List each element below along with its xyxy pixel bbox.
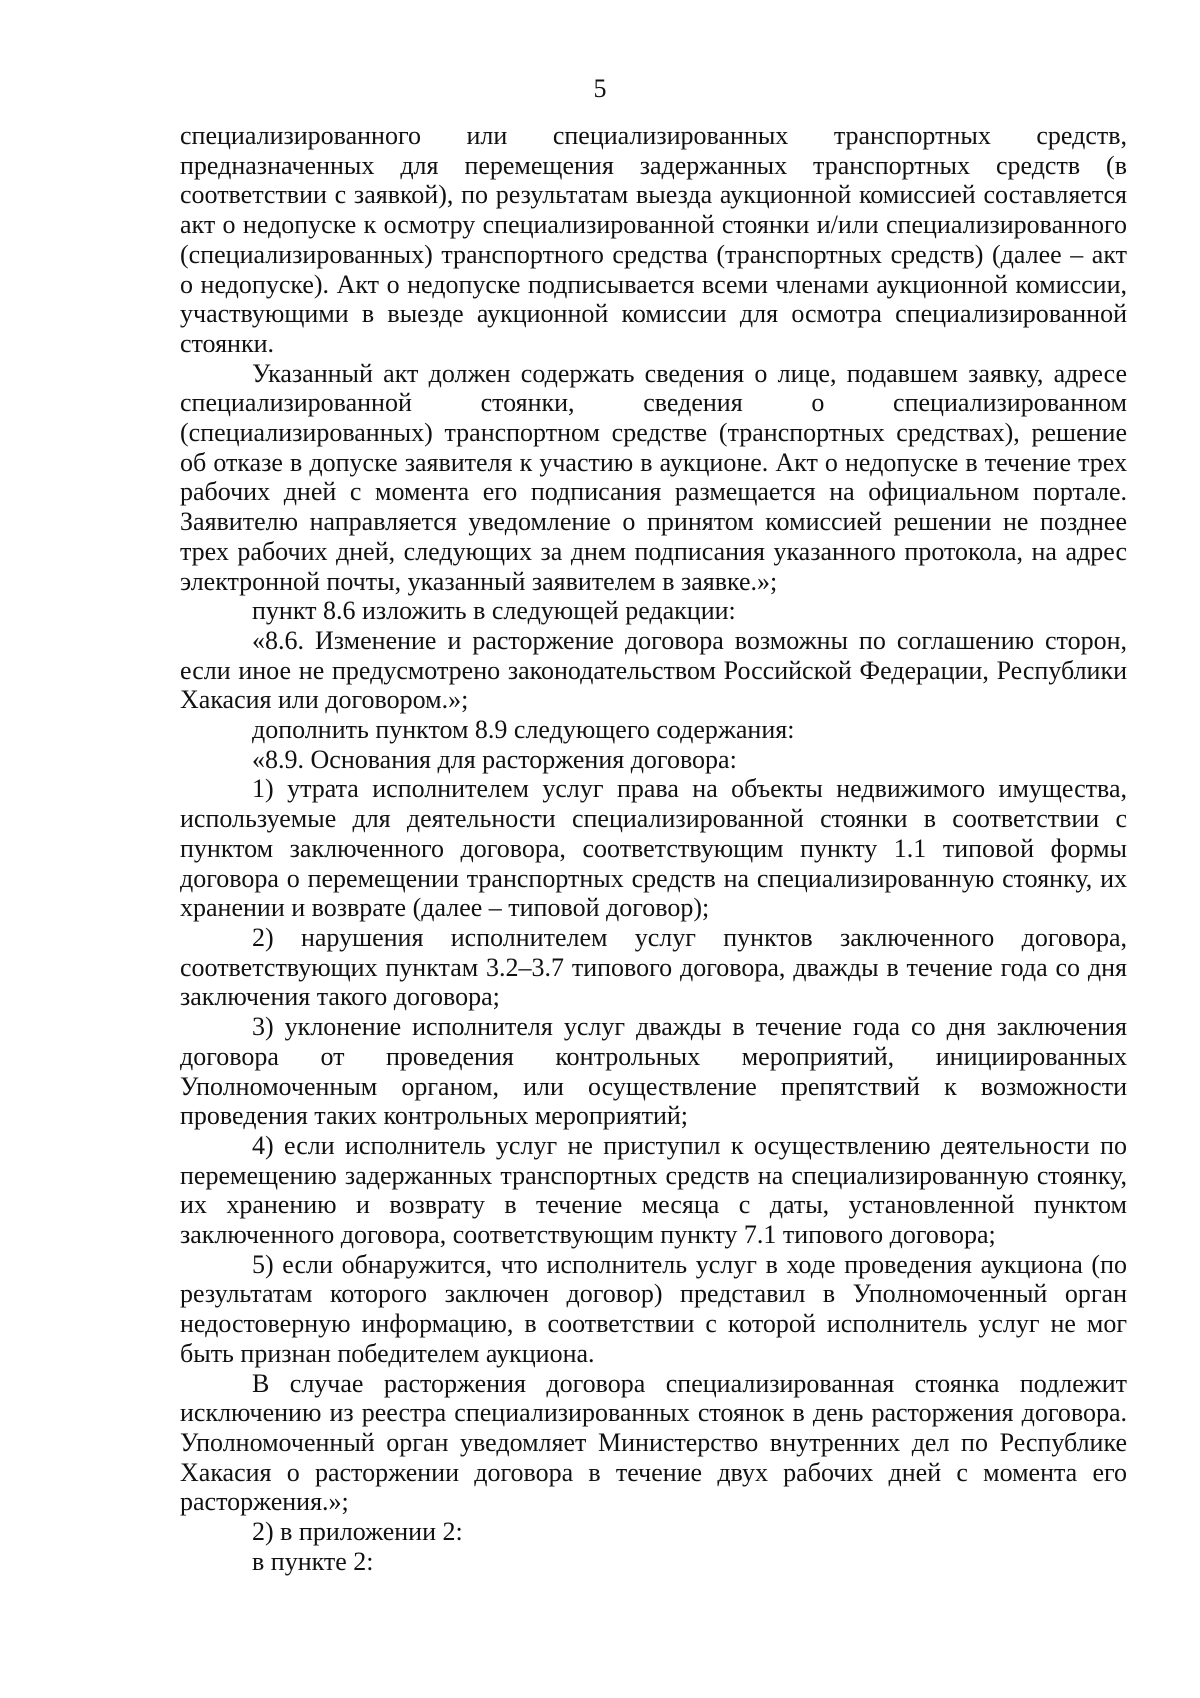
list-item-ground-4: 4) если исполнитель услуг не приступил к осуществлению деятельности по перемещению задержанных транспортных средств на специализированную стоянку, их хранению и возврату в течение месяца с даты, установленной пунктом заключенного договора, соответствующим пункту 7.1 типового договора;	[180, 1130, 1127, 1250]
paragraph-clause-8-9-intro: дополнить пунктом 8.9 следующего содержания:	[252, 715, 795, 745]
page-number: 5	[593, 74, 607, 103]
list-item-ground-1: 1) утрата исполнителем услуг права на объекты недвижимого имущества, используемые для деятельности специализированной стоянки в соответствии с пунктом заключенного договора, соответствующим пункту 1.1 типовой формы договора о перемещении транспортных средств на специализированную стоянку, их хранении и возврате (далее – типовой договор);	[180, 774, 1127, 923]
list-item-ground-2: 2) нарушения исполнителем услуг пунктов заключенного договора, соответствующих пунктам 3.2–3.7 типового договора, дважды в течение года со дня заключения такого договора;	[180, 922, 1127, 1012]
list-item-ground-3: 3) уклонение исполнителя услуг дважды в течение года со дня заключения договора от проведения контрольных мероприятий, инициированных Уполномоченным органом, или осуществление препятствий к возможности проведения таких контрольных мероприятий;	[180, 1012, 1127, 1131]
list-item-ground-5: 5) если обнаружится, что исполнитель услуг в ходе проведения аукциона (по результатам которого заключен договор) представил в Уполномоченный орган недостоверную информацию, в соответствии с которой исполнитель услуг не мог быть признан победителем аукциона.	[180, 1249, 1127, 1368]
paragraph-act-contents: Указанный акт должен содержать сведения о лице, подавшем заявку, адресе специализированной стоянки, сведения о специализированном (специализированных) транспортном средстве (транспортных средствах), решение об отказе в допуске заявителя к участию в аукционе. Акт о недопуске в течение трех рабочих дней с момента его подписания размещается на официальном портале. Заявителю направляется уведомление о принятом комиссией решении не позднее трех рабочих дней, следующих за днем подписания указанного протокола, на адрес электронной почты, указанный заявителем в заявке.»;	[180, 358, 1127, 596]
document-body	[180, 121, 1127, 1576]
paragraph-continuation: специализированного или специализированных транспортных средств, предназначенных для перемещения задержанных транспортных средств (в соответствии с заявкой), по результатам выезда аукционной комиссией составляется акт о недопуске к осмотру специализированной стоянки и/или специализированного (специализированных) транспортного средства (транспортных средств) (далее – акт о недопуске). Акт о недопуске подписывается всеми членами аукционной комиссии, участвующими в выезде аукционной комиссии для осмотра специализированной стоянки.	[180, 121, 1127, 358]
paragraph-point-2: в пункте 2:	[252, 1546, 374, 1576]
paragraph-clause-8-6-intro: пункт 8.6 изложить в следующей редакции:	[252, 596, 736, 626]
paragraph-appendix-2: 2) в приложении 2:	[252, 1517, 463, 1547]
paragraph-clause-8-9-heading: «8.9. Основания для расторжения договора:	[252, 744, 737, 774]
paragraph-clause-8-6: «8.6. Изменение и расторжение договора возможны по соглашению сторон, если иное не предусмотрено законодательством Российской Федерации, Республики Хакасия или договором.»;	[180, 625, 1127, 715]
paragraph-termination-consequences: В случае расторжения договора специализированная стоянка подлежит исключению из реестра специализированных стоянок в день расторжения договора. Уполномоченный орган уведомляет Министерство внутренних дел по Республике Хакасия о расторжении договора в течение двух рабочих дней с момента его расторжения.»;	[180, 1368, 1127, 1517]
